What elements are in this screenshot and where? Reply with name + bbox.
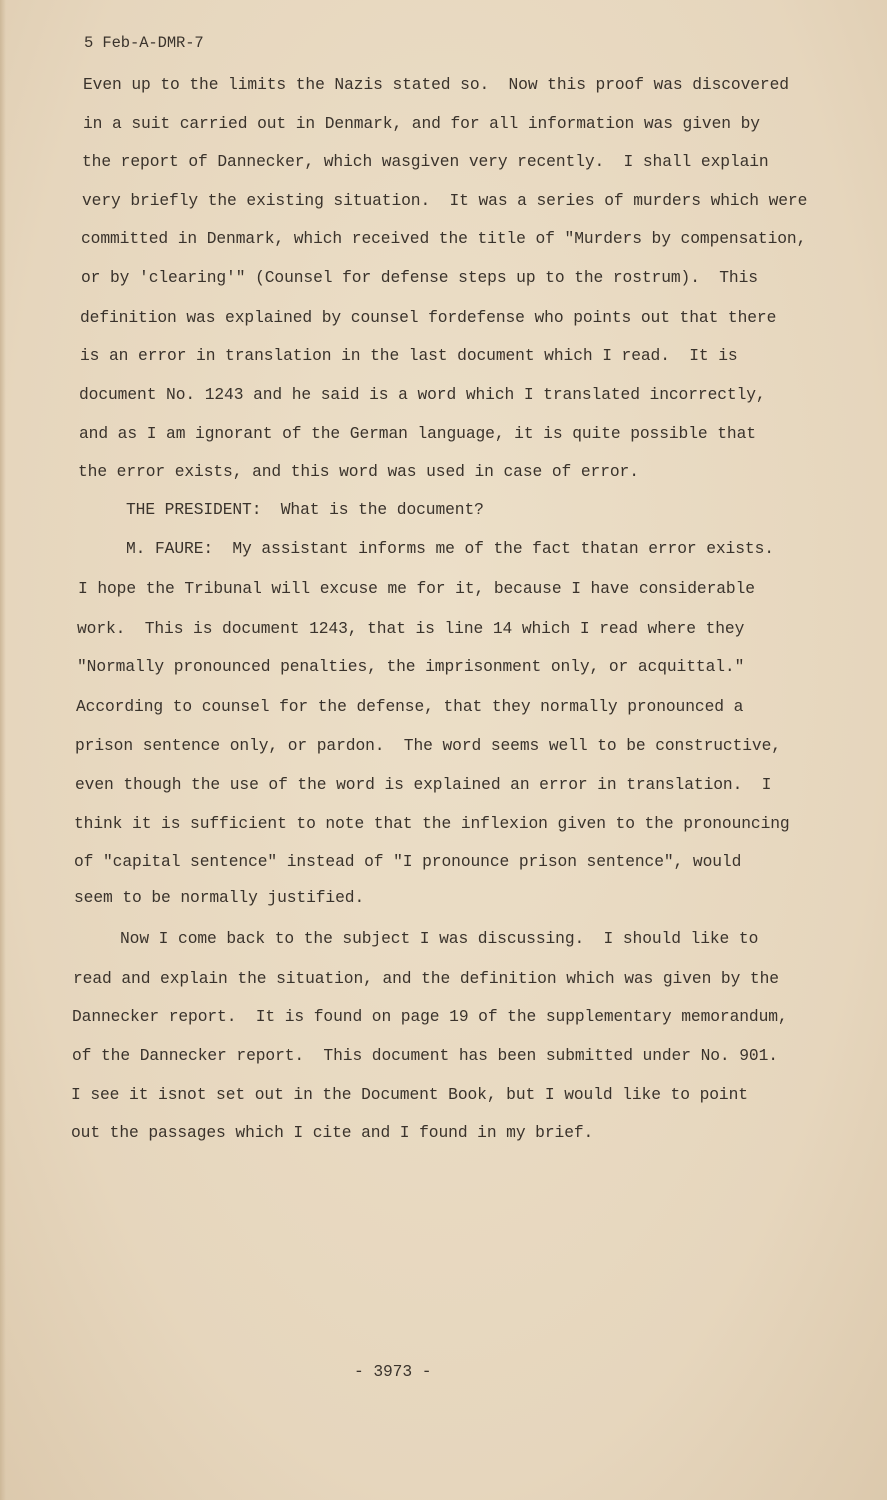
- page-edge-shadow: [0, 0, 6, 1500]
- text-line: and as I am ignorant of the German language, it is quite possible that: [79, 424, 756, 443]
- text-line: According to counsel for the defense, that they normally pronounced a: [76, 697, 744, 716]
- text-line: Now I come back to the subject I was discussing. I should like to: [120, 929, 759, 948]
- speaker-line-president: THE PRESIDENT: What is the document?: [126, 500, 484, 519]
- text-line: even though the use of the word is explained an error in translation. I: [75, 775, 772, 794]
- document-header: 5 Feb-A-DMR-7: [84, 34, 204, 52]
- text-line: is an error in translation in the last document which I read. It is: [80, 346, 738, 365]
- text-line: of the Dannecker report. This document has been submitted under No. 901.: [72, 1046, 778, 1065]
- text-line: prison sentence only, or pardon. The word seems well to be constructive,: [75, 736, 781, 755]
- text-line: very briefly the existing situation. It was a series of murders which were: [82, 191, 808, 210]
- text-line: in a suit carried out in Denmark, and for all information was given by: [83, 114, 760, 133]
- text-line: definition was explained by counsel fordefense who points out that there: [80, 308, 777, 327]
- text-line: out the passages which I cite and I found in my brief.: [71, 1123, 594, 1142]
- text-line: "Normally pronounced penalties, the imprisonment only, or acquittal.": [77, 657, 745, 676]
- text-line: the error exists, and this word was used in case of error.: [78, 462, 639, 481]
- page-number: - 3973 -: [354, 1362, 432, 1381]
- text-line: I see it isnot set out in the Document Book, but I would like to point: [71, 1085, 748, 1104]
- text-line: think it is sufficient to note that the inflexion given to the pronouncing: [74, 814, 790, 833]
- text-line: committed in Denmark, which received the title of "Murders by compensation,: [81, 229, 807, 248]
- text-line: seem to be normally justified.: [74, 888, 365, 907]
- speaker-line-faure: M. FAURE: My assistant informs me of the fact thatan error exists.: [126, 539, 774, 558]
- text-line: read and explain the situation, and the definition which was given by the: [73, 969, 779, 988]
- text-line: Even up to the limits the Nazis stated so. Now this proof was discovered: [83, 75, 789, 94]
- text-line: I hope the Tribunal will excuse me for it, because I have considerable: [78, 579, 755, 598]
- text-line: of "capital sentence" instead of "I pronounce prison sentence", would: [74, 852, 742, 871]
- text-line: or by 'clearing'" (Counsel for defense steps up to the rostrum). This: [81, 268, 758, 287]
- text-line: Dannecker report. It is found on page 19 of the supplementary memorandum,: [72, 1007, 788, 1026]
- text-line: the report of Dannecker, which wasgiven very recently. I shall explain: [82, 152, 769, 171]
- text-line: document No. 1243 and he said is a word which I translated incorrectly,: [79, 385, 766, 404]
- text-line: work. This is document 1243, that is line 14 which I read where they: [77, 619, 745, 638]
